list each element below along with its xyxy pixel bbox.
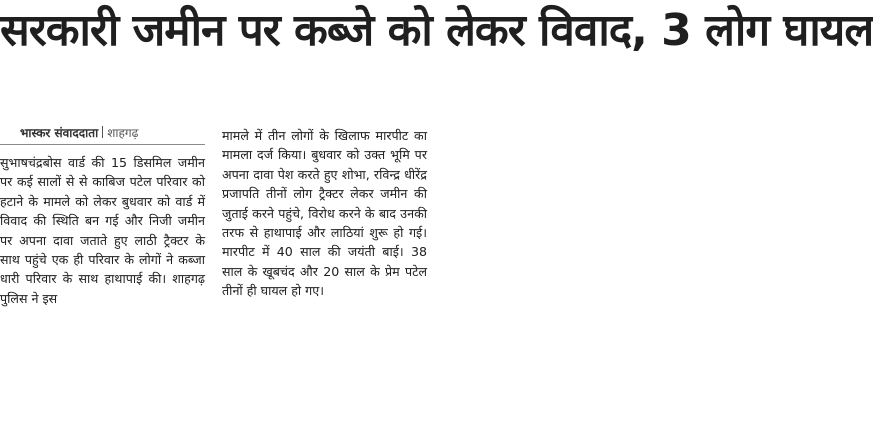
byline-rule xyxy=(0,144,205,145)
byline-source: भास्कर संवाददाता xyxy=(20,126,99,140)
column-left-text: सुभाषचंद्रबोस वार्ड की 15 डिसमिल जमीन पर कई सालों से से काबिज पटेल परिवार को हटाने के मामले को लेकर बुधवार को वार्ड में विवाद की स्थिति बन गई और निजी जमीन पर अपना दावा जताते हुए लाठी ट्रैक्टर के साथ पहुंचे एक ही परिवार के लोगों ने कब्जा धारी परिवार के साथ हाथापाई की। शाहगढ़ पुलिस ने इस xyxy=(0,155,205,306)
byline-divider xyxy=(102,126,103,138)
column-left xyxy=(0,124,205,308)
column-right-text: मामले में तीन लोगों के खिलाफ मारपीट का मामला दर्ज किया। बुधवार को उक्त भूमि पर अपना दावा पेश करते हुए शोभा, रविन्द्र धीरेंद्र प्रजापति तीनों लोग ट्रैक्टर लेकर जमीन की जुताई करने पहुंचे, विरोध करने के बाद उनकी तरफ से हाथापाई और लाठियां शुरू हो गई। मारपीट में 40 साल की जयंती बाई। 38 साल के खूबचंद और 20 साल के प्रेम पटेल तीनों ही घायल हो गए। xyxy=(222,128,427,299)
byline xyxy=(20,124,205,142)
headline: सरकारी जमीन पर कब्जे को लेकर विवाद, 3 लोग घायल xyxy=(0,5,873,56)
column-right xyxy=(222,126,427,301)
byline-place: शाहगढ़ xyxy=(107,126,139,140)
